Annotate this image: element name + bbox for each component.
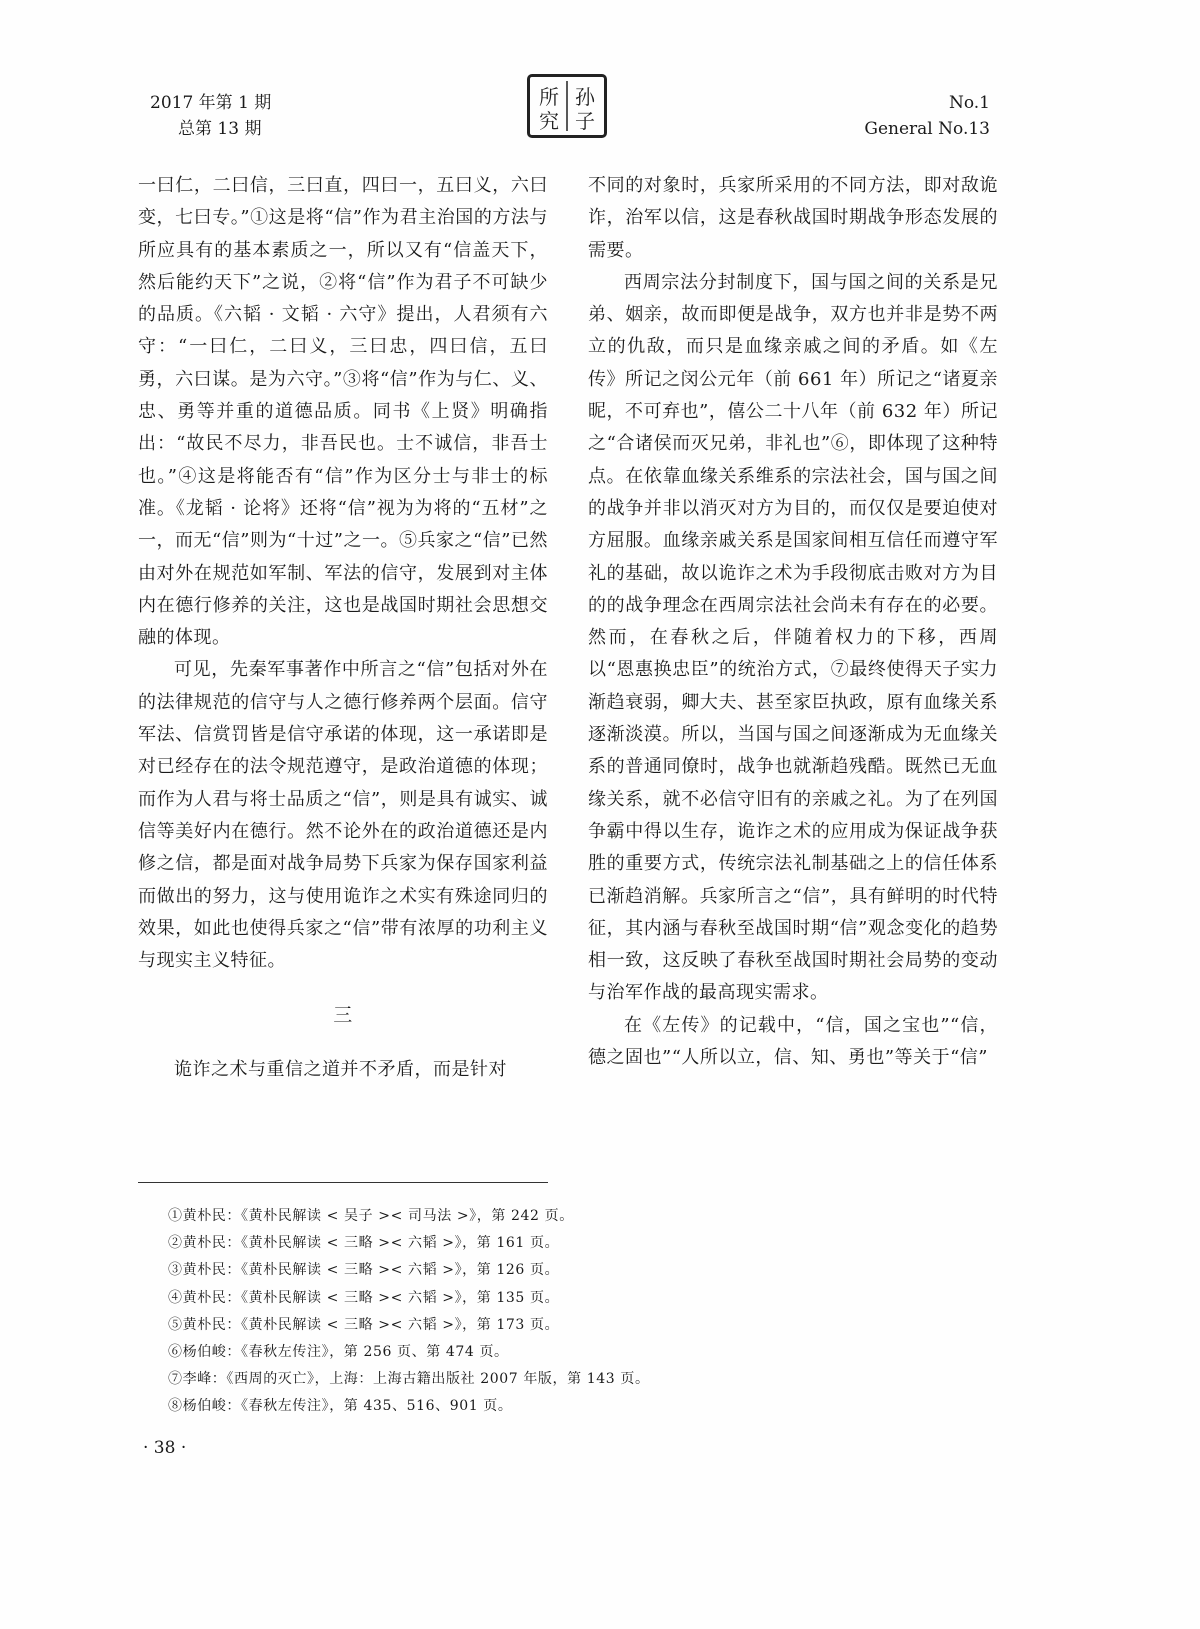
- left-column: [138, 170, 548, 1086]
- paragraph: 西周宗法分封制度下，国与国之间的关系是兄弟、姻亲，故而即便是战争，双方也并非是势不两立的仇敌，而只是血缘亲戚之间的矛盾。如《左传》所记之闵公元年（前 661 年）所记之“诸夏亲昵，不可弃也”，僖公二十八年（前 632 年）所记之“合诸侯而灭兄弟，非礼也”⑥，即体现了这种特点。在依靠血缘关系维系的宗法社会，国与国之间的战争并非以消灭对方为目的，而仅仅是要迫使对方屈服。血缘亲戚关系是国家间相互信任而遵守军礼的基础，故以诡诈之术为手段彻底击败对方为目的的战争理念在西周宗法社会尚未有存在的必要。然而，在春秋之后，伴随着权力的下移，西周以“恩惠换忠臣”的统治方式，⑦最终使得天子实力渐趋衰弱，卿大夫、甚至家臣执政，原有血缘关系逐渐淡漠。所以，当国与国之间逐渐成为无血缘关系的普通同僚时，战争也就渐趋残酷。既然已无血缘关系，就不必信守旧有的亲戚之礼。为了在列国争霸中得以生存，诡诈之术的应用成为保证战争获胜的重要方式，传统宗法礼制基础之上的信任体系已渐趋消解。兵家所言之“信”，具有鲜明的时代特征，其内涵与春秋至战国时期“信”观念变化的趋势相一致，这反映了春秋至战国时期社会局势的变动与治军作战的最高现实需求。: [588, 271, 998, 1004]
- footnote: ⑤黄朴民：《黄朴民解读 < 三略 >< 六韬 >》，第 173 页。: [168, 1316, 560, 1333]
- footnotes: [168, 1203, 968, 1421]
- footnote-divider: [138, 1182, 548, 1183]
- paragraph: 不同的对象时，兵家所采用的不同方法，即对敌诡诈，治军以信，这是春秋战国时期战争形态发展的需要。: [588, 175, 998, 261]
- footnote: ⑧杨伯峻：《春秋左传注》，第 435、516、901 页。: [168, 1398, 513, 1415]
- issue-info-en: [864, 90, 990, 142]
- svg-text:所: 所: [539, 85, 559, 109]
- issue-number-en: No.1: [948, 93, 990, 113]
- footnote: ⑥杨伯峻：《春秋左传注》，第 256 页、第 474 页。: [168, 1344, 509, 1361]
- paragraph: 可见，先秦军事著作中所言之“信”包括对外在的法律规范的信守与人之德行修养两个层面。信守军法、信赏罚皆是信守承诺的体现，这一承诺即是对已经存在的法令规范遵守，是政治道德的体现；而作为人君与将士品质之“信”，则是具有诚实、诚信等美好内在德行。然不论外在的政治道德还是内修之信，都是面对战争局势下兵家为保存国家利益而做出的努力，这与使用诡诈之术实有殊途同归的效果，如此也使得兵家之“信”带有浓厚的功利主义与现实主义特征。: [138, 659, 548, 972]
- footnote: ③黄朴民：《黄朴民解读 < 三略 >< 六韬 >》，第 126 页。: [168, 1262, 560, 1279]
- footnote: ⑦李峰：《西周的灭亡》，上海：上海古籍出版社 2007 年版，第 143 页。: [168, 1371, 650, 1388]
- page-number: · 38 ·: [143, 1438, 187, 1458]
- right-column: [588, 170, 998, 1074]
- journal-logo-icon: [530, 77, 604, 135]
- issue-info: [150, 90, 271, 142]
- footnote: ②黄朴民：《黄朴民解读 < 三略 >< 六韬 >》，第 161 页。: [168, 1235, 560, 1252]
- paragraph: 在《左传》的记载中，“信，国之宝也”“信，德之固也”“人所以立，信、知、勇也”等关于“信”: [588, 1014, 998, 1069]
- journal-logo: [527, 74, 607, 138]
- section-heading: 三: [333, 1004, 353, 1027]
- issue-total: 总第 13 期: [178, 119, 262, 139]
- paragraph: 诡诈之术与重信之道并不矛盾，而是针对: [174, 1058, 507, 1080]
- svg-text:子: 子: [575, 109, 595, 133]
- svg-text:孙: 孙: [575, 85, 595, 109]
- footnote: ④黄朴民：《黄朴民解读 < 三略 >< 六韬 >》，第 135 页。: [168, 1289, 560, 1306]
- footnote: ①黄朴民：《黄朴民解读 < 吴子 >< 司马法 >》，第 242 页。: [168, 1208, 574, 1224]
- issue-number: 2017 年第 1 期: [150, 93, 272, 113]
- issue-total-en: General No.13: [864, 119, 990, 139]
- paragraph: 一曰仁，二曰信，三曰直，四曰一，五曰义，六曰变，七曰专。”①这是将“信”作为君主治国的方法与所应具有的基本素质之一，所以又有“信盖天下，然后能约天下”之说，②将“信”作为君子不可缺少的品质。《六韬 · 文韬 · 六守》提出，人君须有六守：“一曰仁，二曰义，三曰忠，四曰信，五曰勇，六曰谋。是为六守。”③将“信”作为与仁、义、忠、勇等并重的道德品质。同书《上贤》明确指出：“故民不尽力，非吾民也。士不诚信，非吾士也。”④这是将能否有“信”作为区分士与非士的标准。《龙韬 · 论将》还将“信”视为为将的“五材”之一，而无“信”则为“十过”之一。⑤兵家之“信”已然由对外在规范如军制、军法的信守，发展到对主体内在德行修养的关注，这也是战国时期社会思想交融的体现。: [138, 175, 548, 649]
- svg-text:究: 究: [539, 109, 559, 133]
